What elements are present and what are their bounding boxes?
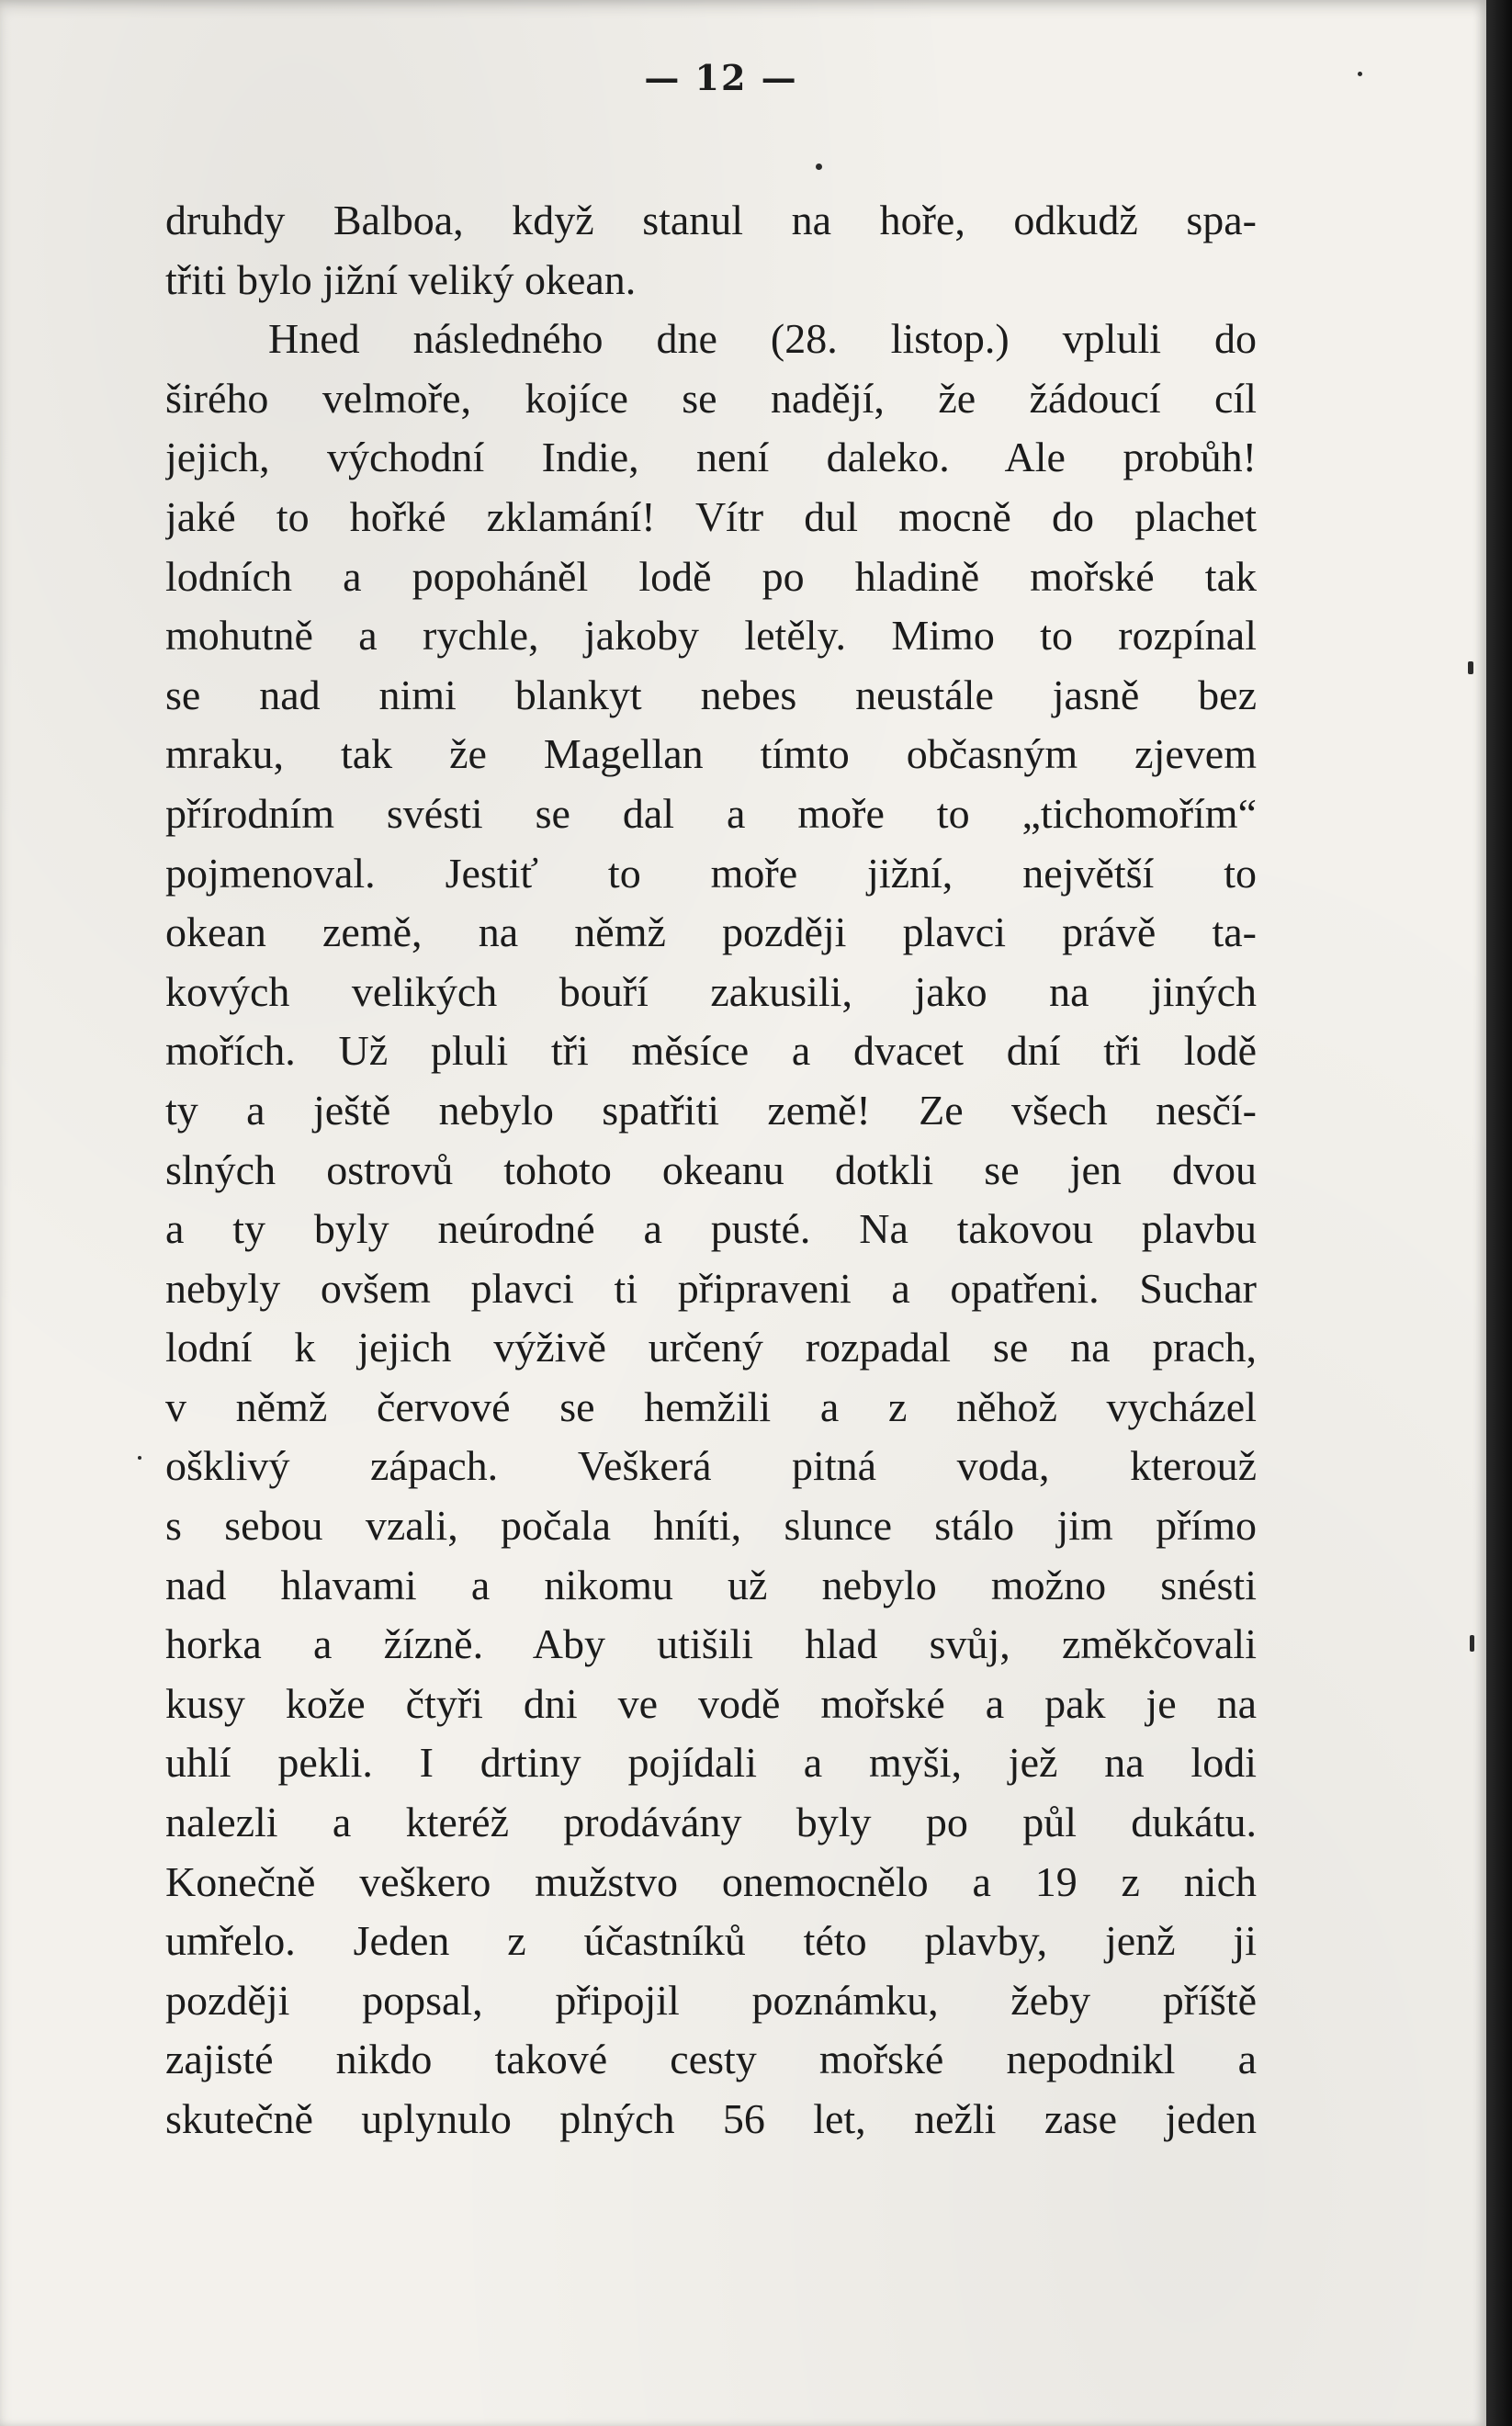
text-line: druhdy Balboa, když stanul na hoře, odkudž spa- [165,197,1257,243]
text-line: horka a žízně. Aby utišili hlad svůj, změkčovali [165,1620,1257,1668]
text-line: skutečně uplynulo plných 56 let, nežli zase jeden [165,2095,1257,2142]
text-line: lodních a popoháněl lodě po hladině mořské tak [165,552,1257,600]
text-line: uhlí pekli. I drtiny pojídali a myši, jež na lodi [165,1739,1257,1787]
text-line: Konečně veškero mužstvo onemocnělo a 19 z nich [165,1857,1257,1905]
text-line: přírodním svésti se dal a moře to „tichomořím“ [165,789,1257,837]
text-line: jejich, východní Indie, není daleko. Ale probůh! [165,434,1257,481]
paper-speck [1470,1635,1474,1652]
text-line: ošklivý zápach. Veškerá pitná voda, kterouž [165,1442,1257,1490]
text-line: okean země, na němž později plavci právě ta- [165,908,1257,956]
text-line: mraku, tak že Magellan tímto občasným zjevem [165,730,1257,778]
text-line: v němž červové se hemžili a z něhož vycházel [165,1382,1257,1430]
text-line: umřelo. Jeden z účastníků této plavby, jenž ji [165,1917,1257,1965]
paper-speck [1468,661,1473,674]
body-text [165,191,1257,2150]
text-line: zajisté nikdo takové cesty mořské nepodnikl a [165,2036,1257,2083]
text-line: kových velikých bouří zakusili, jako na jiných [165,967,1257,1015]
text-line: slných ostrovů tohoto okeanu dotkli se jen dvou [165,1145,1257,1193]
text-line: nalezli a kteréž prodávány byly po půl dukátu. [165,1799,1257,1846]
text-line: mohutně a rychle, jakoby letěly. Mimo to rozpínal [165,612,1257,660]
text-line: ty a ještě nebylo spatřiti země! Ze všech nesčí- [165,1086,1257,1134]
paper-speck [1358,72,1362,76]
text-line: později popsal, připojil poznámku, žeby příště [165,1976,1257,2024]
text-line: lodní k jejich výživě určený rozpadal se na prach, [165,1324,1257,1371]
text-line: Hned následného dne (28. listop.) vpluli do [268,315,1257,363]
text-line: kusy kože čtyři dni ve vodě mořské a pak je na [165,1679,1257,1727]
text-line: nad hlavami a nikomu už nebylo možno snésti [165,1561,1257,1608]
text-line: mořích. Už pluli tři měsíce a dvacet dní tři lodě [165,1027,1257,1075]
page-number: — 12 — [644,57,798,98]
text-line: pojmenoval. Jestiť to moře jižní, největší to [165,849,1257,897]
text-line: a ty byly neúrodné a pusté. Na takovou plavbu [165,1205,1257,1253]
text-line: jaké to hořké zklamání! Vítr dul mocně do plachet [165,492,1257,540]
text-line: s sebou vzali, počala hníti, slunce stálo jim přímo [165,1502,1257,1550]
text-line: se nad nimi blankyt nebes neustále jasně bez [165,671,1257,718]
text-line: nebyly ovšem plavci ti připraveni a opatřeni. Suchar [165,1264,1257,1312]
paper-speck [816,164,822,170]
text-line: širého velmoře, kojíce se nadějí, že žádoucí cíl [165,374,1257,422]
page-edge-shadow [1486,0,1512,2426]
text-line: třiti bylo jižní veliký okean. [165,255,637,303]
paper-speck [138,1456,141,1460]
